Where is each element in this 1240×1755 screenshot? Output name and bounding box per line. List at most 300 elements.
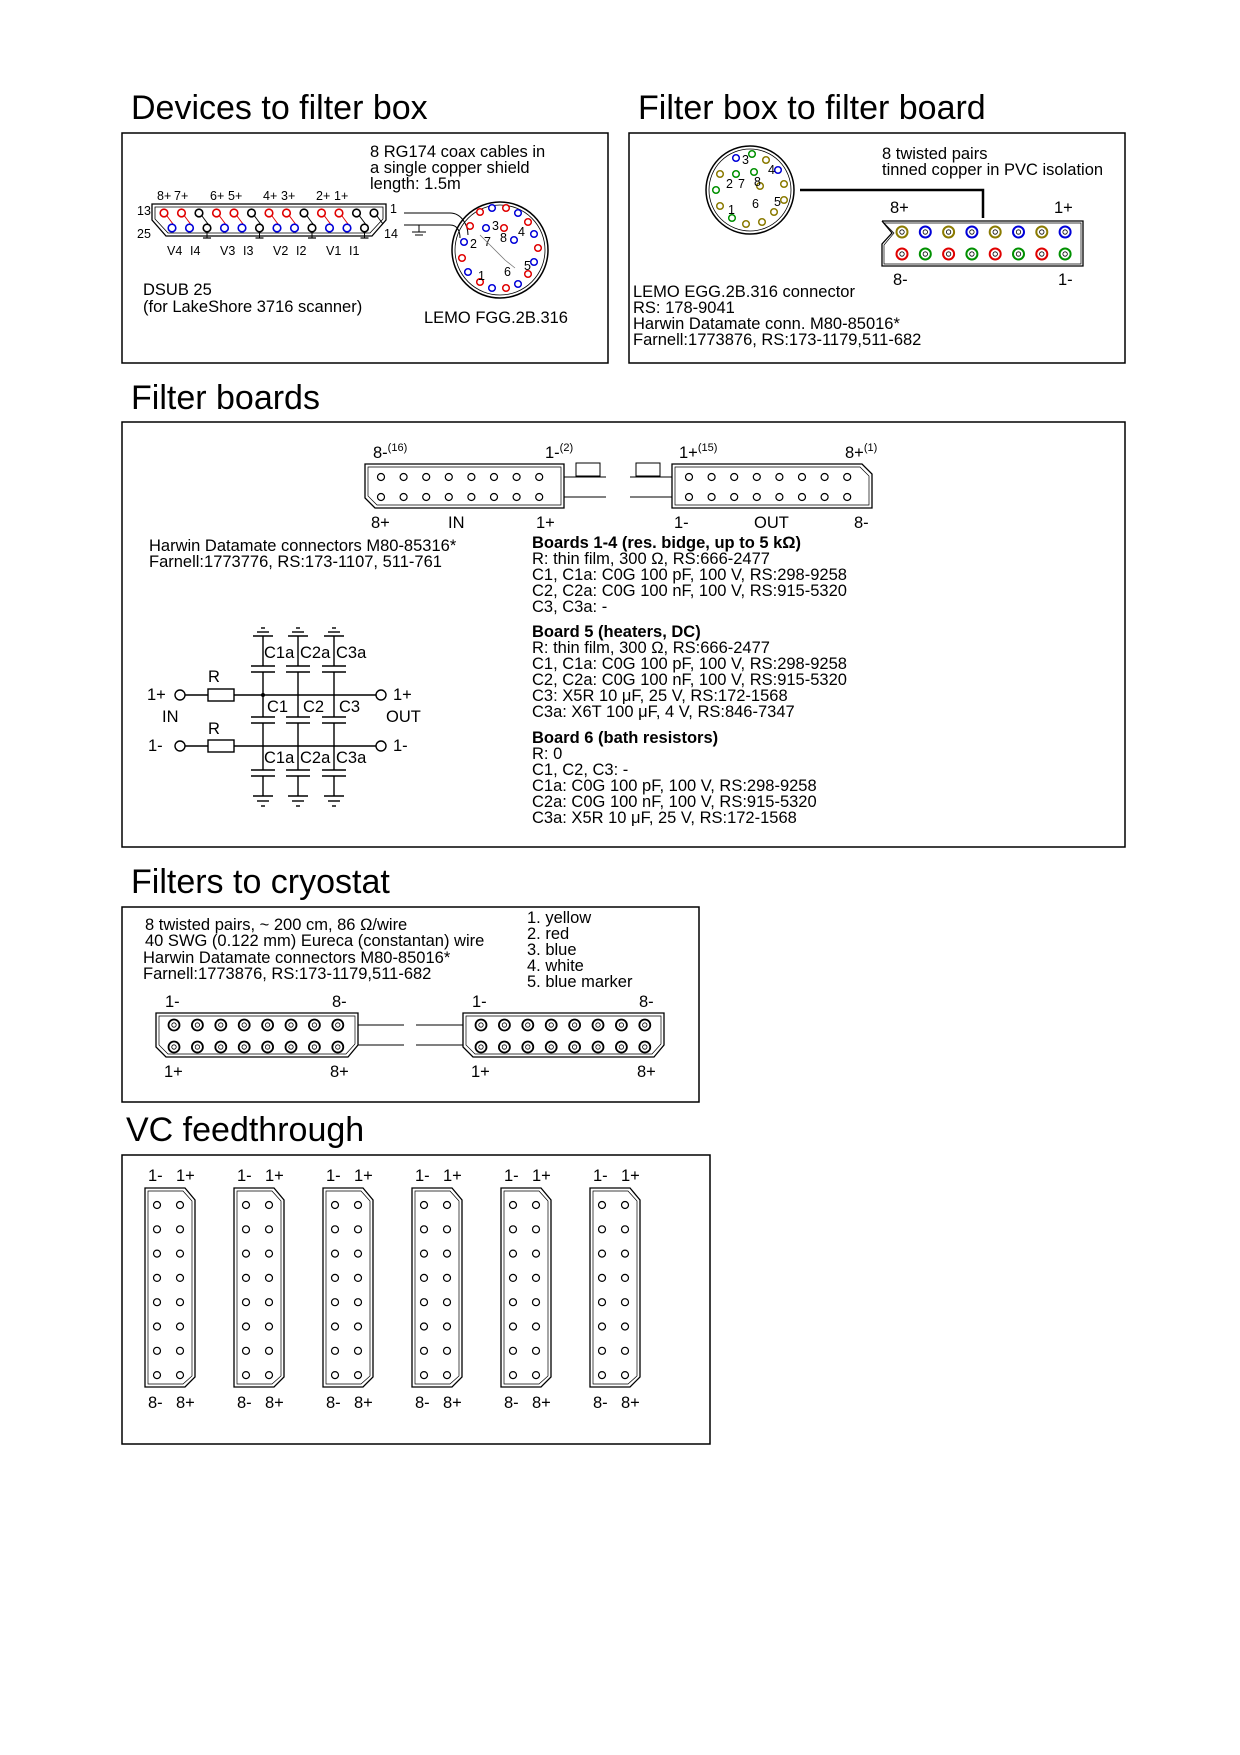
vc-pin — [599, 1274, 606, 1281]
board-pin — [753, 474, 760, 481]
in-bottom-left: 8+ — [371, 514, 390, 532]
out-top-left: 1+$^{(15)}$ — [679, 442, 718, 462]
vc-bottom-minus: 8- — [593, 1394, 608, 1412]
vc-pin — [444, 1347, 451, 1354]
vc-pin — [266, 1274, 273, 1281]
vc-pin — [444, 1202, 451, 1209]
vc-pin — [599, 1226, 606, 1233]
cryostat-pin — [593, 1042, 604, 1053]
vc-outline — [323, 1188, 373, 1387]
schem-c3a-top: C3a — [336, 644, 367, 662]
lemo-pin — [713, 187, 720, 194]
vc-pin — [599, 1347, 606, 1354]
devices-title: Devices to filter box — [131, 89, 428, 127]
schem-c1a-bottom: C1a — [264, 749, 295, 767]
board-pin — [776, 474, 783, 481]
vc-connector — [234, 1167, 284, 1412]
info-line: Harwin Datamate connectors M80-85016* — [143, 949, 451, 967]
cryostat-pin — [239, 1042, 250, 1053]
cryostat-pin — [593, 1020, 604, 1031]
vc-top-minus: 1- — [593, 1167, 608, 1185]
vc-connector — [412, 1167, 462, 1412]
lemo-pin — [503, 285, 510, 292]
lemo-pin-label: 1 — [478, 269, 485, 283]
dsub-pin-top — [300, 209, 308, 217]
out-bottom-left: 1- — [674, 514, 689, 532]
cr-left-top-right: 8- — [332, 993, 347, 1011]
dsub-label: (for LakeShore 3716 scanner) — [143, 298, 363, 316]
board-pin — [753, 494, 760, 501]
lemo-pin — [775, 167, 782, 174]
lemo-pin-label: 6 — [504, 265, 511, 279]
cryostat-title: Filters to cryostat — [131, 863, 390, 901]
vc-top-plus: 1+ — [621, 1167, 640, 1185]
dsub-pin-top — [248, 209, 256, 217]
lemo-pin — [749, 151, 756, 158]
cable-line: 8 RG174 coax cables in — [370, 143, 546, 161]
dsub-pin-top — [213, 209, 221, 217]
dsub-pin-25: 25 — [137, 227, 151, 241]
dsub-pin-top — [283, 209, 291, 217]
spec-line: C3a: X6T 100 μF, 4 V, RS:846-7347 — [532, 703, 795, 721]
filterbox-title: Filter box to filter board — [638, 89, 986, 127]
vc-pin — [154, 1347, 161, 1354]
vc-pin — [332, 1323, 339, 1330]
lemo-pin — [525, 219, 532, 226]
vc-pin — [332, 1226, 339, 1233]
lemo-pin — [717, 203, 724, 210]
vc-pin — [243, 1274, 250, 1281]
vc-pin — [355, 1347, 362, 1354]
vc-pin — [599, 1250, 606, 1257]
lemo-pin — [489, 205, 496, 212]
schem-c1a-top: C1a — [264, 644, 295, 662]
lemo-pin — [467, 223, 474, 230]
vc-pin — [421, 1299, 428, 1306]
info-line: Harwin Datamate conn. M80-85016* — [633, 315, 900, 333]
vc-title: VC feedthrough — [126, 1111, 365, 1149]
in-bottom-right: 1+ — [536, 514, 555, 532]
lemo-pin — [781, 181, 788, 188]
vc-connector — [145, 1167, 195, 1412]
fb-pin-bot-right: 1- — [1058, 271, 1073, 289]
vc-bottom-minus: 8- — [237, 1394, 252, 1412]
lemo-pin-label: 7 — [484, 235, 491, 249]
board6-title: Board 6 (bath resistors) — [532, 729, 719, 747]
vc-pin — [533, 1323, 540, 1330]
vc-pin — [266, 1323, 273, 1330]
dsub-wire — [290, 216, 296, 224]
schem-in-minus: 1- — [148, 737, 163, 755]
vc-pin — [243, 1226, 250, 1233]
spec-line: C2, C2a: C0G 100 nF, 100 V, RS:915-5320 — [532, 671, 847, 689]
board-pin — [686, 494, 693, 501]
cryostat-pin — [192, 1042, 203, 1053]
vc-pin — [444, 1250, 451, 1257]
vc-pin — [444, 1274, 451, 1281]
schem-c3a-bottom: C3a — [336, 749, 367, 767]
schem-r-top: R — [208, 668, 220, 686]
vc-pin — [177, 1274, 184, 1281]
fb-pin-bottom — [920, 249, 931, 260]
cryostat-pin — [239, 1020, 250, 1031]
cr-right-bot-left: 1+ — [471, 1063, 490, 1081]
filterbox-info — [633, 283, 921, 349]
vc-bottom-minus: 8- — [326, 1394, 341, 1412]
vc-bottom-minus: 8- — [148, 1394, 163, 1412]
dsub-top-label: 3+ — [281, 189, 296, 203]
in-connector — [365, 464, 564, 508]
vc-outline — [412, 1188, 462, 1387]
board-pin — [423, 494, 430, 501]
lemo-rim — [455, 205, 545, 295]
cryostat-pin — [499, 1042, 510, 1053]
schem-r-bottom: R — [208, 720, 220, 738]
board-pin — [468, 494, 475, 501]
info-line: Farnell:1773876, RS:173-1179,511-682 — [143, 965, 432, 983]
dsub-pin-bottom — [256, 224, 264, 232]
vc-top-plus: 1+ — [265, 1167, 284, 1185]
vc-pin — [421, 1274, 428, 1281]
filterboards-connectors-info — [149, 537, 457, 571]
vc-pin — [154, 1202, 161, 1209]
vc-pin — [355, 1299, 362, 1306]
board-pin — [821, 494, 828, 501]
dsub-caption — [143, 281, 362, 316]
cable-line: length: 1.5m — [370, 175, 461, 193]
cryostat-pin — [169, 1020, 180, 1031]
in-top-right: 1-$^{(2)}$ — [545, 442, 574, 462]
vc-outline-inner — [237, 1191, 281, 1384]
vc-pin — [266, 1250, 273, 1257]
dsub-wire — [360, 216, 366, 224]
board-pin — [708, 474, 715, 481]
lemo-pin — [503, 205, 510, 212]
board-pin — [400, 474, 407, 481]
vc-pin — [510, 1250, 517, 1257]
dsub-wire — [272, 216, 278, 224]
cryostat-pin — [192, 1020, 203, 1031]
cryostat-pin — [616, 1020, 627, 1031]
spec-line: R: thin film, 300 Ω, RS:666-2477 — [532, 550, 770, 568]
color-item: 4. white — [527, 957, 584, 975]
vc-bottom-plus: 8+ — [443, 1394, 462, 1412]
dsub-pin-top — [318, 209, 326, 217]
dsub25-connector — [152, 204, 386, 238]
vc-pin — [154, 1250, 161, 1257]
fb-pin-top — [990, 227, 1001, 238]
lemo-trace — [480, 235, 515, 268]
dsub-pin-13: 13 — [137, 204, 151, 218]
vc-pin — [243, 1372, 250, 1379]
lemo-pin-label: 7 — [738, 177, 745, 191]
lemo-pin — [531, 231, 538, 238]
dsub-pin-bottom — [343, 224, 351, 232]
cr-right-top-right: 8- — [639, 993, 654, 1011]
dsub-wire — [255, 216, 261, 224]
lemo-pin — [759, 219, 766, 226]
lemo-pin — [511, 237, 518, 244]
pairs-text: tinned copper in PVC isolation — [882, 161, 1104, 179]
cryostat-pin — [546, 1020, 557, 1031]
cryostat-color-list — [527, 909, 633, 991]
vc-pin — [622, 1347, 629, 1354]
dsub-bottom-label: I3 — [243, 244, 254, 258]
in-bottom-mid: IN — [448, 514, 465, 532]
cryostat-pin — [639, 1042, 650, 1053]
dsub-pin-bottom — [361, 224, 369, 232]
schem-c3: C3 — [339, 698, 361, 716]
schem-c1: C1 — [267, 698, 289, 716]
dsub-pin-top — [335, 209, 343, 217]
lemo-pin — [477, 209, 484, 216]
vc-pin — [533, 1226, 540, 1233]
dsub-pin-bottom — [273, 224, 281, 232]
vc-bottom-minus: 8- — [504, 1394, 519, 1412]
board-pin — [776, 494, 783, 501]
vc-top-minus: 1- — [237, 1167, 252, 1185]
fb-pin-bottom — [990, 249, 1001, 260]
dsub-pin-bottom — [203, 224, 211, 232]
vc-outline — [590, 1188, 640, 1387]
fb-pin-top-right: 1+ — [1054, 199, 1073, 217]
lemo-pin-label: 8 — [754, 175, 761, 189]
dsub-pin-top — [160, 209, 168, 217]
spec-line: C3: X5R 10 μF, 25 V, RS:172-1568 — [532, 687, 788, 705]
dsub-top-label: 2+ — [316, 189, 331, 203]
info-line: Farnell:1773876, RS:173-1179,511-682 — [633, 331, 922, 349]
dsub-bottom-label: I4 — [190, 244, 201, 258]
schem-c2a-top: C2a — [300, 644, 331, 662]
vc-connector — [590, 1167, 640, 1412]
vc-pin — [154, 1372, 161, 1379]
dsub-top-label: 8+ — [157, 189, 172, 203]
vc-pin — [622, 1299, 629, 1306]
vc-pin — [266, 1347, 273, 1354]
vc-pin — [177, 1250, 184, 1257]
dsub-pin-bottom — [326, 224, 334, 232]
fb-pin-bottom — [1036, 249, 1047, 260]
dsub-top-label: 1+ — [334, 189, 349, 203]
schem-out-minus: 1- — [393, 737, 408, 755]
vc-pin — [421, 1250, 428, 1257]
vc-pin — [355, 1323, 362, 1330]
vc-bottom-plus: 8+ — [621, 1394, 640, 1412]
info-line: 40 SWG (0.122 mm) Eureca (constantan) wire — [145, 932, 485, 950]
fb-pin-bottom — [1060, 249, 1071, 260]
dsub-pin-1: 1 — [390, 202, 397, 216]
vc-pin — [177, 1347, 184, 1354]
vc-pin — [243, 1299, 250, 1306]
vc-pin — [355, 1250, 362, 1257]
schem-out-plus: 1+ — [393, 686, 412, 704]
cryostat-pin — [476, 1042, 487, 1053]
cryostat-pin — [616, 1042, 627, 1053]
spec-line: C2a: C0G 100 nF, 100 V, RS:915-5320 — [532, 793, 817, 811]
board-pin — [686, 474, 693, 481]
dsub-pin-bottom — [186, 224, 194, 232]
dsub-pin-bottom — [238, 224, 246, 232]
lemo-fgg-label: LEMO FGG.2B.316 — [424, 309, 568, 327]
vc-pin — [622, 1372, 629, 1379]
vc-pin — [599, 1299, 606, 1306]
fb-pin-top — [966, 227, 977, 238]
vc-top-plus: 1+ — [532, 1167, 551, 1185]
color-item: 3. blue — [527, 941, 577, 959]
dsub-bottom-label: I2 — [296, 244, 307, 258]
board-pin — [513, 474, 520, 481]
vc-pin — [332, 1299, 339, 1306]
cryostat-pin — [569, 1042, 580, 1053]
vc-pin — [355, 1372, 362, 1379]
schem-in: IN — [162, 708, 179, 726]
vc-bottom-plus: 8+ — [265, 1394, 284, 1412]
board-pin — [491, 494, 498, 501]
color-item: 2. red — [527, 925, 570, 943]
dsub-pin-top — [195, 209, 203, 217]
lemo-pin-label: 8 — [500, 231, 507, 245]
vc-pin — [243, 1323, 250, 1330]
dsub-wire — [167, 216, 173, 224]
vc-pin — [177, 1202, 184, 1209]
schem-c2a-bottom: C2a — [300, 749, 331, 767]
cryostat-pin — [522, 1020, 533, 1031]
spec-line: R: 0 — [532, 745, 563, 763]
connector-wires — [564, 463, 672, 497]
vc-pin — [533, 1202, 540, 1209]
lemo-pin-label: 5 — [524, 259, 531, 273]
dsub-pin-top — [353, 209, 361, 217]
cryostat-connectors — [156, 1013, 664, 1057]
lemo-egg-connector — [706, 146, 794, 234]
dsub-bottom-label: I1 — [349, 244, 360, 258]
dsub-pin-bottom — [168, 224, 176, 232]
vc-pin — [332, 1347, 339, 1354]
lemo-pin-label: 1 — [728, 203, 735, 217]
vc-bottom-plus: 8+ — [532, 1394, 551, 1412]
out-bottom-right: 8- — [854, 514, 869, 532]
vc-pin — [444, 1323, 451, 1330]
vc-pin — [332, 1250, 339, 1257]
fb-pin-bot-left: 8- — [893, 271, 908, 289]
vc-top-plus: 1+ — [176, 1167, 195, 1185]
dsub-pin-top — [370, 209, 378, 217]
lemo-pin — [489, 285, 496, 292]
vc-pin — [622, 1202, 629, 1209]
fb-pin-top — [1036, 227, 1047, 238]
cryostat-pin — [262, 1020, 273, 1031]
vc-pin — [599, 1372, 606, 1379]
cryostat-pin — [215, 1020, 226, 1031]
dsub-wire — [237, 216, 243, 224]
vc-connector — [323, 1167, 373, 1412]
spec-line: C3a: X5R 10 μF, 25 V, RS:172-1568 — [532, 809, 797, 827]
fb-pin-top — [1013, 227, 1024, 238]
vc-pin — [266, 1372, 273, 1379]
board-pin — [844, 474, 851, 481]
vc-pin — [177, 1226, 184, 1233]
vc-pin — [355, 1274, 362, 1281]
vc-pin — [243, 1347, 250, 1354]
vc-pin — [510, 1372, 517, 1379]
vc-pin — [154, 1323, 161, 1330]
board-pin — [821, 474, 828, 481]
board-pin — [708, 494, 715, 501]
info-line: LEMO EGG.2B.316 connector — [633, 283, 855, 301]
fb-pin-top — [920, 227, 931, 238]
vc-pin — [444, 1226, 451, 1233]
dsub-top-label: 5+ — [228, 189, 243, 203]
vc-pin — [533, 1372, 540, 1379]
board-pin — [799, 494, 806, 501]
fb-pin-bottom — [1013, 249, 1024, 260]
vc-pin — [266, 1226, 273, 1233]
color-item: 5. blue marker — [527, 973, 633, 991]
board-pin — [799, 474, 806, 481]
lemo-pin-label: 3 — [742, 153, 749, 167]
board-pin — [844, 494, 851, 501]
dsub-wire — [307, 216, 313, 224]
vc-pin — [421, 1226, 428, 1233]
cryostat-pin — [309, 1020, 320, 1031]
vc-pin — [177, 1323, 184, 1330]
spec-line: R: thin film, 300 Ω, RS:666-2477 — [532, 639, 770, 657]
vc-pin — [444, 1299, 451, 1306]
dsub-pin-bottom — [291, 224, 299, 232]
board-pin — [513, 494, 520, 501]
lemo-pin — [535, 245, 542, 252]
vc-pin — [533, 1347, 540, 1354]
cryostat-pin — [215, 1042, 226, 1053]
cable-line: a single copper shield — [370, 159, 530, 177]
dsub-top-label: 7+ — [174, 189, 189, 203]
dsub-pin-14: 14 — [384, 227, 398, 241]
vc-top-plus: 1+ — [354, 1167, 373, 1185]
vc-outline-inner — [593, 1191, 637, 1384]
cryostat-pin — [639, 1020, 650, 1031]
cryostat-pin — [522, 1042, 533, 1053]
dsub-wire — [342, 216, 348, 224]
vc-outline-inner — [326, 1191, 370, 1384]
dsub-pin-top — [230, 209, 238, 217]
dsub-wire — [220, 216, 226, 224]
cr-left-bot-left: 1+ — [164, 1063, 183, 1081]
vc-connector — [501, 1167, 551, 1412]
vc-pin — [355, 1202, 362, 1209]
dsub-pin-bottom — [308, 224, 316, 232]
schem-c2: C2 — [303, 698, 325, 716]
vc-pin — [154, 1299, 161, 1306]
lemo-pin-label: 5 — [774, 195, 781, 209]
cryostat-pin — [309, 1042, 320, 1053]
board-pin — [378, 494, 385, 501]
spec-line: C3, C3a: - — [532, 598, 608, 616]
vc-bottom-minus: 8- — [415, 1394, 430, 1412]
dsub-top-label: 6+ — [210, 189, 225, 203]
vc-pin — [421, 1202, 428, 1209]
fb-pin-top — [1060, 227, 1071, 238]
lemo-pin — [515, 210, 522, 217]
vc-pin — [510, 1226, 517, 1233]
vc-top-minus: 1- — [326, 1167, 341, 1185]
vc-outline — [234, 1188, 284, 1387]
fb-pin-bottom — [943, 249, 954, 260]
lemo-pin-label: 2 — [470, 237, 477, 251]
lemo-rim — [709, 149, 791, 231]
dsub-wire — [202, 216, 208, 224]
cryostat-pin — [499, 1020, 510, 1031]
board-pin — [468, 474, 475, 481]
